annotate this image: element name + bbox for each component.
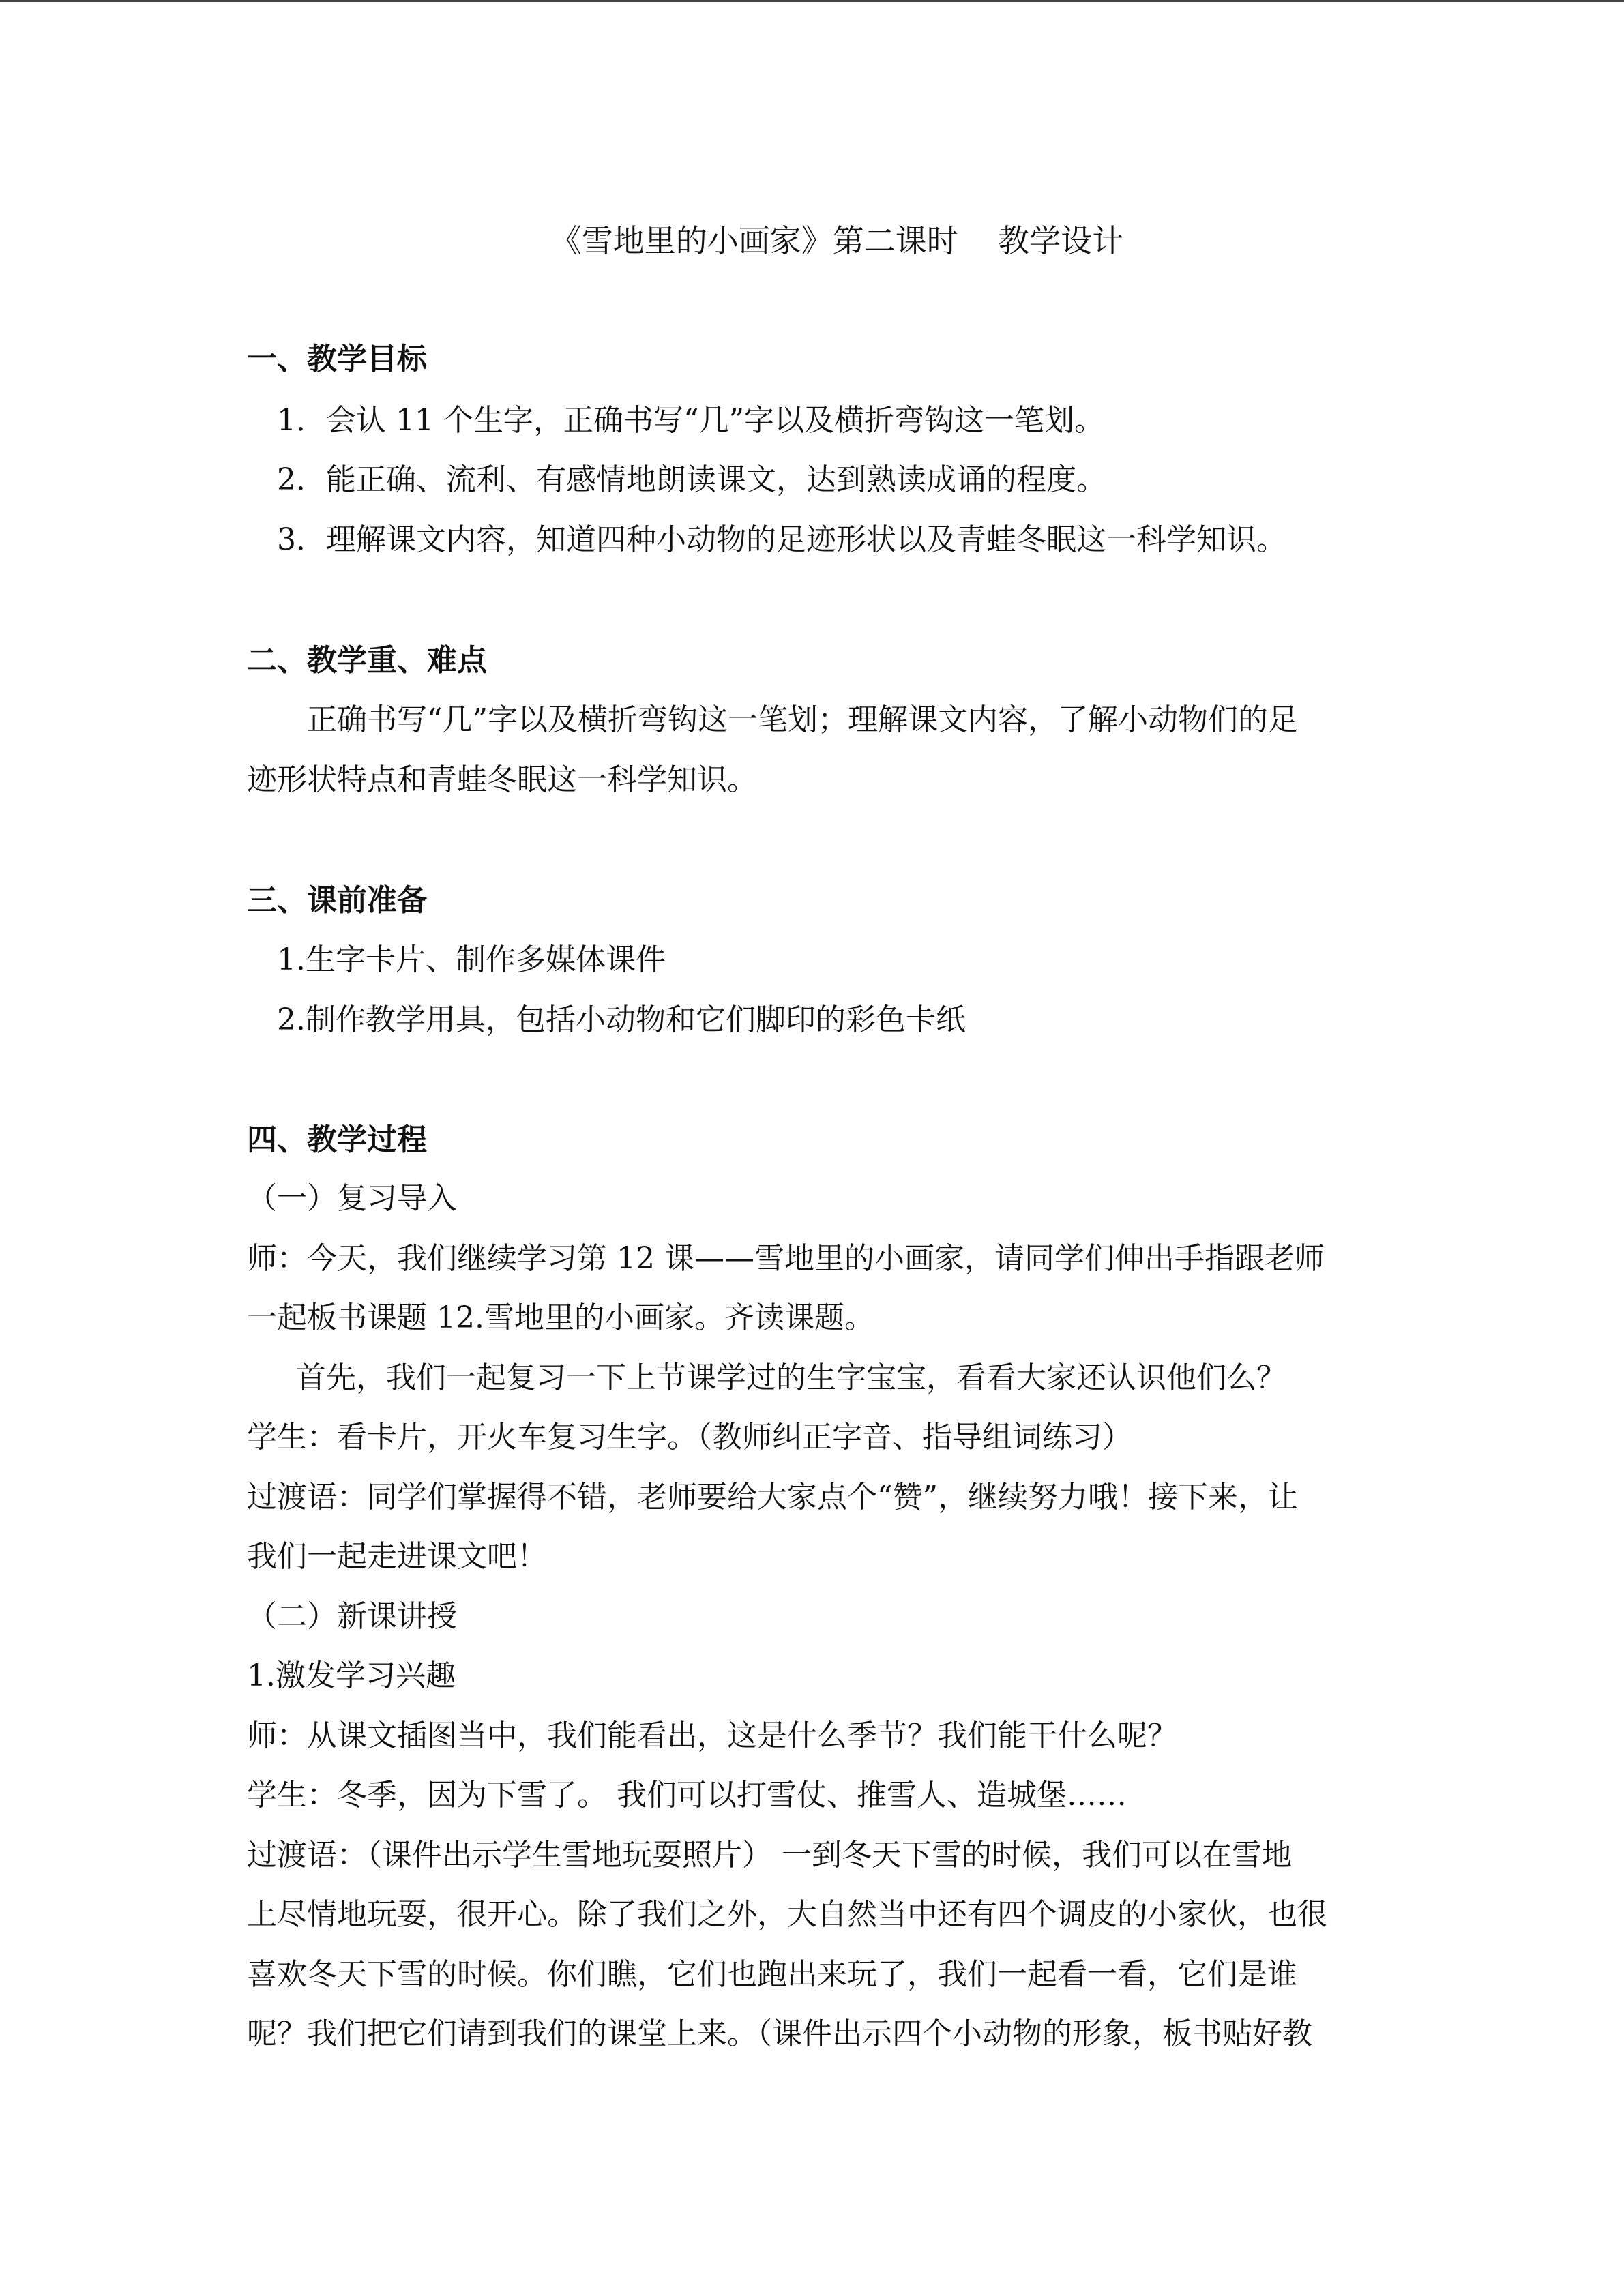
- process-line: 学生：看卡片，开火车复习生字。（教师纠正字音、指导组词练习）: [247, 1420, 1132, 1455]
- section-heading-objectives: 一、教学目标: [247, 342, 427, 376]
- preparation-item: 1.生字卡片、制作多媒体课件: [277, 942, 666, 977]
- key-points-paragraph-line: 迹形状特点和青蛙冬眠这一科学知识。: [247, 762, 757, 797]
- process-line: 一起板书课题 12.雪地里的小画家。齐读课题。: [247, 1300, 874, 1335]
- process-line: 学生：冬季，因为下雪了。 我们可以打雪仗、推雪人、造城堡……: [247, 1778, 1127, 1813]
- preparation-item: 2.制作教学用具，包括小动物和它们脚印的彩色卡纸: [277, 1002, 966, 1037]
- process-line: 喜欢冬天下雪的时候。你们瞧，它们也跑出来玩了，我们一起看一看，它们是谁: [247, 1957, 1297, 1992]
- section-heading-process: 四、教学过程: [247, 1122, 427, 1157]
- process-line: 过渡语：同学们掌握得不错，老师要给大家点个“赞”，继续努力哦！接下来，让: [247, 1480, 1298, 1515]
- process-subheading: （二）新课讲授: [247, 1599, 457, 1634]
- document-title: 《雪地里的小画家》第二课时 教学设计: [550, 222, 1124, 259]
- process-line: 师：今天，我们继续学习第 12 课——雪地里的小画家，请同学们伸出手指跟老师: [247, 1241, 1325, 1276]
- section-heading-key-points: 二、教学重、难点: [247, 643, 487, 678]
- key-points-paragraph-line: 正确书写“几”字以及横折弯钩这一笔划；理解课文内容，了解小动物们的足: [307, 702, 1298, 737]
- objective-item: 1．会认 11 个生字，正确书写“几”字以及横折弯钩这一笔划。: [277, 403, 1104, 438]
- process-subheading: 1.激发学习兴趣: [247, 1658, 456, 1693]
- process-line: 呢？我们把它们请到我们的课堂上来。（课件出示四个小动物的形象，板书贴好教: [247, 2016, 1312, 2051]
- process-line: 我们一起走进课文吧！: [247, 1539, 547, 1574]
- page-top-border: [0, 0, 1624, 2]
- section-heading-preparation: 三、课前准备: [247, 883, 427, 918]
- objective-item: 2．能正确、流利、有感情地朗读课文，达到熟读成诵的程度。: [277, 462, 1106, 497]
- process-subheading: （一）复习导入: [247, 1181, 457, 1216]
- process-line: 上尽情地玩耍，很开心。除了我们之外，大自然当中还有四个调皮的小家伙，也很: [247, 1897, 1327, 1932]
- process-line: 过渡语：（课件出示学生雪地玩耍照片） 一到冬天下雪的时候，我们可以在雪地: [247, 1838, 1292, 1873]
- process-line: 首先，我们一起复习一下上节课学过的生字宝宝，看看大家还认识他们么？: [296, 1360, 1286, 1395]
- process-line: 师：从课文插图当中，我们能看出，这是什么季节？我们能干什么呢？: [247, 1718, 1177, 1753]
- objective-item: 3．理解课文内容，知道四种小动物的足迹形状以及青蛙冬眠这一科学知识。: [277, 522, 1286, 557]
